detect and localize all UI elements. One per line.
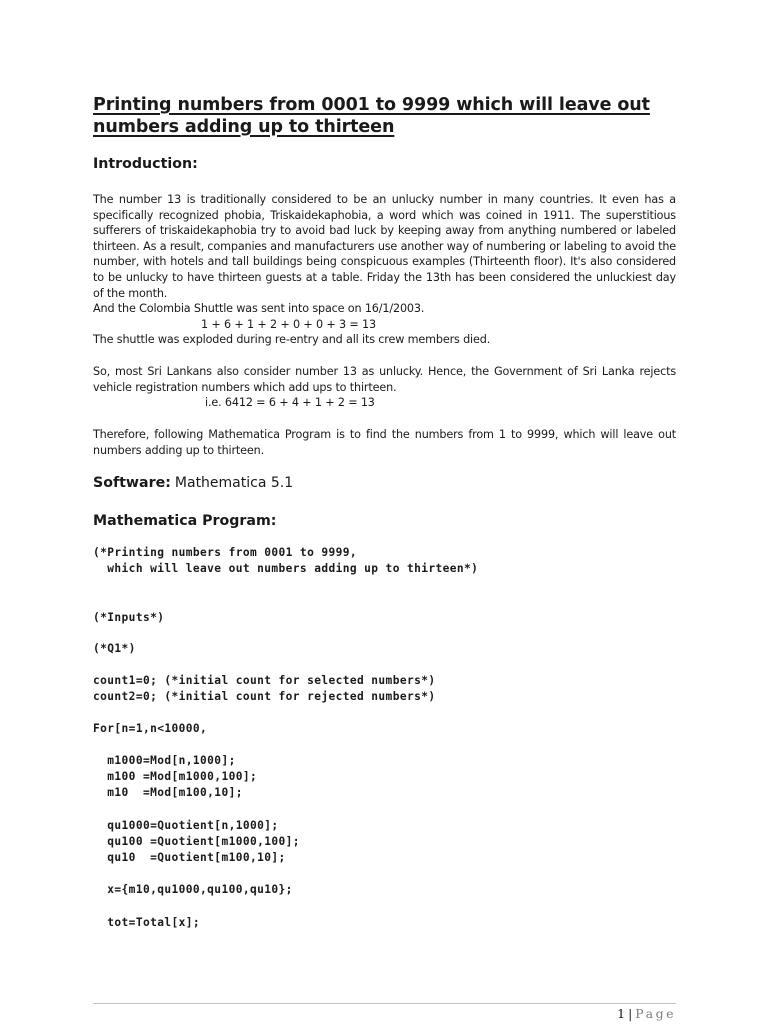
- shuttle-date-sum: 1 + 6 + 1 + 2 + 0 + 0 + 3 = 13: [201, 317, 376, 331]
- introduction-section: [93, 192, 676, 348]
- sri-lanka-paragraph: So, most Sri Lankans also consider number 13 as unlucky. Hence, the Government of Sri Lanka rejects vehicle registration numbers which add ups to thirteen.: [93, 365, 676, 394]
- count-initialization: count1=0; (*initial count for selected numbers*) count2=0; (*initial count for rejected numbers*): [93, 674, 436, 703]
- program-heading: Mathematica Program:: [93, 513, 277, 529]
- q1-comment: (*Q1*): [93, 642, 136, 655]
- document-page: [93, 0, 676, 1024]
- program-title-comment: (*Printing numbers from 0001 to 9999, which will leave out numbers adding up to thirteen*): [93, 546, 479, 575]
- sri-lanka-section: [93, 364, 676, 411]
- footer-divider: [93, 1003, 676, 1004]
- introduction-heading: Introduction:: [93, 156, 198, 172]
- quotient-assignments: qu1000=Quotient[n,1000]; qu100 =Quotient[m1000,100]; qu10 =Quotient[m100,10];: [107, 819, 300, 864]
- total-assignment: tot=Total[x];: [93, 916, 201, 929]
- software-label: Software:: [93, 475, 171, 491]
- shuttle-fate-line: The shuttle was exploded during re-entry and all its crew members died.: [93, 333, 491, 347]
- software-value: Mathematica 5.1: [174, 475, 294, 491]
- registration-example: i.e. 6412 = 6 + 4 + 1 + 2 = 13: [205, 396, 375, 410]
- for-loop-head: For[n=1,n<10000,: [93, 722, 208, 735]
- page-number: 1: [617, 1006, 626, 1021]
- mod-assignments: m1000=Mod[n,1000]; m100 =Mod[m1000,100]; m10 =Mod[m100,10];: [107, 754, 258, 799]
- page-footer: [617, 1006, 676, 1022]
- purpose-section: [93, 427, 676, 458]
- shuttle-launch-line: And the Colombia Shuttle was sent into space on 16/1/2003.: [93, 302, 425, 316]
- introduction-paragraph: The number 13 is traditionally considered to be an unlucky number in many countries. It even has a specifically recognized phobia, Triskaidekaphobia, a word which was coined in 1911. The superstitious sufferers of triskaidekaphobia try to avoid bad luck by keeping away from anything numbered or labeled thirteen. As a result, companies and manufacturers use another way of numbering or labeling to avoid the number, with hotels and tall buildings being conspicuous examples (Thirteenth floor). It's also considered to be unlucky to have thirteen guests at a table. Friday the 13th has been considered the unluckiest day of the month.: [93, 193, 676, 300]
- footer-separator: |: [628, 1006, 633, 1021]
- software-heading: [93, 474, 293, 492]
- purpose-paragraph: Therefore, following Mathematica Program is to find the numbers from 1 to 9999, which will leave out numbers adding up to thirteen.: [93, 428, 676, 457]
- page-label: Page: [635, 1006, 676, 1021]
- digit-list-assignment: x={m10,qu1000,qu100,qu10};: [93, 883, 293, 896]
- inputs-comment: (*Inputs*): [93, 611, 165, 624]
- document-title: Printing numbers from 0001 to 9999 which will leave out numbers adding up to thirteen: [93, 95, 650, 137]
